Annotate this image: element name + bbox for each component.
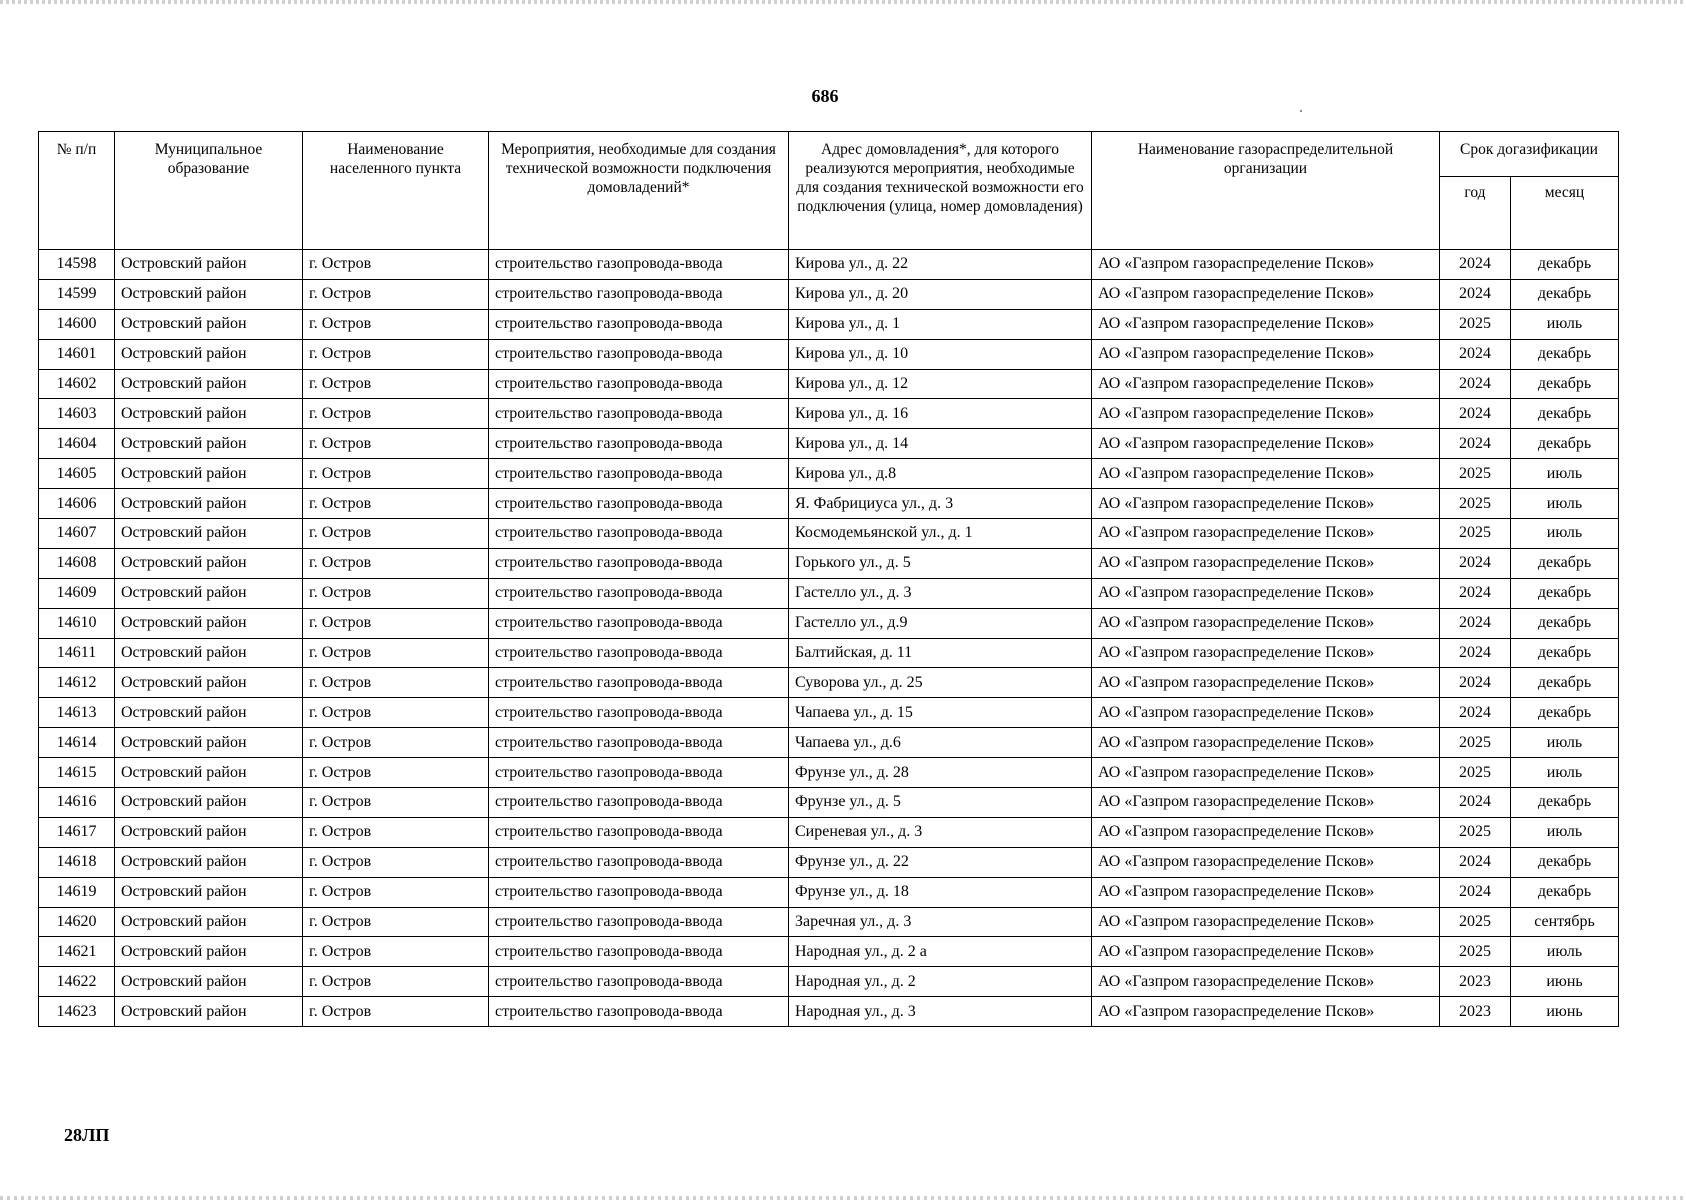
cell-number: 14618 <box>39 847 115 877</box>
cell-month: декабрь <box>1511 698 1619 728</box>
cell-settlement: г. Остров <box>303 847 489 877</box>
cell-month: декабрь <box>1511 429 1619 459</box>
table-row <box>39 997 1619 1027</box>
cell-municipality: Островский район <box>115 459 303 489</box>
cell-number: 14616 <box>39 788 115 818</box>
cell-year: 2024 <box>1440 578 1511 608</box>
cell-address: Я. Фабрициуса ул., д. 3 <box>789 489 1092 519</box>
cell-organization: АО «Газпром газораспределение Псков» <box>1092 250 1440 280</box>
cell-measure: строительство газопровода-ввода <box>489 788 789 818</box>
cell-municipality: Островский район <box>115 369 303 399</box>
cell-municipality: Островский район <box>115 489 303 519</box>
table-row <box>39 907 1619 937</box>
cell-month: декабрь <box>1511 847 1619 877</box>
cell-year: 2024 <box>1440 339 1511 369</box>
cell-organization: АО «Газпром газораспределение Псков» <box>1092 519 1440 549</box>
footer-code: 28ЛП <box>64 1125 110 1145</box>
cell-month: декабрь <box>1511 548 1619 578</box>
cell-organization: АО «Газпром газораспределение Псков» <box>1092 877 1440 907</box>
cell-measure: строительство газопровода-ввода <box>489 548 789 578</box>
cell-address: Гастелло ул., д.9 <box>789 608 1092 638</box>
cell-number: 14602 <box>39 369 115 399</box>
cell-number: 14601 <box>39 339 115 369</box>
scan-speck <box>1300 110 1302 112</box>
cell-year: 2024 <box>1440 847 1511 877</box>
cell-address: Кирова ул., д.8 <box>789 459 1092 489</box>
cell-measure: строительство газопровода-ввода <box>489 758 789 788</box>
table-row <box>39 788 1619 818</box>
cell-year: 2024 <box>1440 788 1511 818</box>
cell-year: 2024 <box>1440 698 1511 728</box>
cell-measure: строительство газопровода-ввода <box>489 698 789 728</box>
cell-year: 2024 <box>1440 279 1511 309</box>
cell-month: декабрь <box>1511 339 1619 369</box>
cell-organization: АО «Газпром газораспределение Псков» <box>1092 847 1440 877</box>
cell-address: Фрунзе ул., д. 28 <box>789 758 1092 788</box>
cell-settlement: г. Остров <box>303 997 489 1027</box>
cell-address: Фрунзе ул., д. 22 <box>789 847 1092 877</box>
cell-municipality: Островский район <box>115 519 303 549</box>
cell-year: 2025 <box>1440 907 1511 937</box>
cell-organization: АО «Газпром газораспределение Псков» <box>1092 728 1440 758</box>
cell-municipality: Островский район <box>115 817 303 847</box>
cell-number: 14605 <box>39 459 115 489</box>
cell-settlement: г. Остров <box>303 758 489 788</box>
cell-year: 2023 <box>1440 967 1511 997</box>
cell-number: 14606 <box>39 489 115 519</box>
cell-address: Кирова ул., д. 22 <box>789 250 1092 280</box>
cell-municipality: Островский район <box>115 309 303 339</box>
cell-municipality: Островский район <box>115 877 303 907</box>
cell-organization: АО «Газпром газораспределение Псков» <box>1092 937 1440 967</box>
cell-measure: строительство газопровода-ввода <box>489 279 789 309</box>
cell-municipality: Островский район <box>115 668 303 698</box>
table-row <box>39 758 1619 788</box>
cell-number: 14609 <box>39 578 115 608</box>
cell-municipality: Островский район <box>115 997 303 1027</box>
cell-year: 2024 <box>1440 399 1511 429</box>
table-row <box>39 459 1619 489</box>
header-deadline: Срок догазификации <box>1440 132 1619 177</box>
cell-month: июль <box>1511 937 1619 967</box>
cell-number: 14615 <box>39 758 115 788</box>
cell-settlement: г. Остров <box>303 279 489 309</box>
cell-month: июль <box>1511 758 1619 788</box>
cell-address: Горького ул., д. 5 <box>789 548 1092 578</box>
table-row <box>39 937 1619 967</box>
cell-number: 14610 <box>39 608 115 638</box>
cell-measure: строительство газопровода-ввода <box>489 817 789 847</box>
header-organization: Наименование газораспределительной организации <box>1092 132 1440 250</box>
cell-municipality: Островский район <box>115 907 303 937</box>
cell-month: июнь <box>1511 997 1619 1027</box>
cell-municipality: Островский район <box>115 429 303 459</box>
cell-month: декабрь <box>1511 788 1619 818</box>
table-row <box>39 668 1619 698</box>
cell-year: 2025 <box>1440 309 1511 339</box>
cell-year: 2025 <box>1440 817 1511 847</box>
cell-settlement: г. Остров <box>303 668 489 698</box>
cell-measure: строительство газопровода-ввода <box>489 309 789 339</box>
cell-year: 2025 <box>1440 459 1511 489</box>
cell-measure: строительство газопровода-ввода <box>489 339 789 369</box>
cell-settlement: г. Остров <box>303 728 489 758</box>
cell-organization: АО «Газпром газораспределение Псков» <box>1092 339 1440 369</box>
cell-year: 2024 <box>1440 250 1511 280</box>
cell-settlement: г. Остров <box>303 309 489 339</box>
cell-organization: АО «Газпром газораспределение Псков» <box>1092 907 1440 937</box>
cell-measure: строительство газопровода-ввода <box>489 997 789 1027</box>
cell-year: 2024 <box>1440 668 1511 698</box>
cell-address: Балтийская, д. 11 <box>789 638 1092 668</box>
cell-organization: АО «Газпром газораспределение Псков» <box>1092 997 1440 1027</box>
cell-organization: АО «Газпром газораспределение Псков» <box>1092 369 1440 399</box>
cell-month: июль <box>1511 489 1619 519</box>
cell-measure: строительство газопровода-ввода <box>489 847 789 877</box>
cell-address: Фрунзе ул., д. 18 <box>789 877 1092 907</box>
cell-month: июль <box>1511 519 1619 549</box>
table-body <box>39 250 1619 1027</box>
cell-address: Чапаева ул., д. 15 <box>789 698 1092 728</box>
cell-measure: строительство газопровода-ввода <box>489 429 789 459</box>
cell-organization: АО «Газпром газораспределение Псков» <box>1092 967 1440 997</box>
cell-settlement: г. Остров <box>303 907 489 937</box>
cell-organization: АО «Газпром газораспределение Псков» <box>1092 698 1440 728</box>
cell-number: 14607 <box>39 519 115 549</box>
header-municipality: Муниципальное образование <box>115 132 303 250</box>
header-settlement: Наименование населенного пункта <box>303 132 489 250</box>
table-row <box>39 250 1619 280</box>
cell-address: Кирова ул., д. 20 <box>789 279 1092 309</box>
cell-address: Народная ул., д. 2 <box>789 967 1092 997</box>
cell-number: 14603 <box>39 399 115 429</box>
cell-address: Кирова ул., д. 16 <box>789 399 1092 429</box>
cell-number: 14612 <box>39 668 115 698</box>
table-row <box>39 728 1619 758</box>
cell-measure: строительство газопровода-ввода <box>489 608 789 638</box>
cell-municipality: Островский район <box>115 638 303 668</box>
cell-month: декабрь <box>1511 877 1619 907</box>
header-address: Адрес домовладения*, для которого реализуются мероприятия, необходимые для создания технической возможности его подключения (улица, номер домовладения) <box>789 132 1092 250</box>
cell-address: Сиреневая ул., д. 3 <box>789 817 1092 847</box>
cell-measure: строительство газопровода-ввода <box>489 399 789 429</box>
cell-organization: АО «Газпром газораспределение Псков» <box>1092 489 1440 519</box>
cell-measure: строительство газопровода-ввода <box>489 937 789 967</box>
table-row <box>39 548 1619 578</box>
cell-month: июнь <box>1511 967 1619 997</box>
cell-month: декабрь <box>1511 250 1619 280</box>
cell-address: Кирова ул., д. 10 <box>789 339 1092 369</box>
cell-settlement: г. Остров <box>303 519 489 549</box>
cell-measure: строительство газопровода-ввода <box>489 369 789 399</box>
cell-month: июль <box>1511 309 1619 339</box>
cell-address: Космодемьянской ул., д. 1 <box>789 519 1092 549</box>
cell-settlement: г. Остров <box>303 638 489 668</box>
cell-year: 2023 <box>1440 997 1511 1027</box>
cell-municipality: Островский район <box>115 728 303 758</box>
table-row <box>39 698 1619 728</box>
cell-number: 14611 <box>39 638 115 668</box>
cell-number: 14604 <box>39 429 115 459</box>
cell-measure: строительство газопровода-ввода <box>489 668 789 698</box>
cell-year: 2025 <box>1440 758 1511 788</box>
cell-number: 14623 <box>39 997 115 1027</box>
cell-year: 2024 <box>1440 429 1511 459</box>
cell-measure: строительство газопровода-ввода <box>489 638 789 668</box>
cell-month: декабрь <box>1511 399 1619 429</box>
cell-address: Заречная ул., д. 3 <box>789 907 1092 937</box>
cell-settlement: г. Остров <box>303 578 489 608</box>
header-month: месяц <box>1511 177 1619 250</box>
cell-number: 14614 <box>39 728 115 758</box>
cell-settlement: г. Остров <box>303 459 489 489</box>
cell-address: Гастелло ул., д. 3 <box>789 578 1092 608</box>
cell-measure: строительство газопровода-ввода <box>489 907 789 937</box>
table-row <box>39 817 1619 847</box>
table-row <box>39 279 1619 309</box>
cell-year: 2025 <box>1440 489 1511 519</box>
cell-measure: строительство газопровода-ввода <box>489 519 789 549</box>
cell-address: Кирова ул., д. 12 <box>789 369 1092 399</box>
table-row <box>39 847 1619 877</box>
header-measures: Мероприятия, необходимые для создания технической возможности подключения домовладений* <box>489 132 789 250</box>
scan-edge-bottom <box>0 1196 1686 1200</box>
cell-year: 2025 <box>1440 937 1511 967</box>
cell-settlement: г. Остров <box>303 608 489 638</box>
cell-year: 2024 <box>1440 877 1511 907</box>
cell-municipality: Островский район <box>115 399 303 429</box>
cell-number: 14600 <box>39 309 115 339</box>
cell-year: 2024 <box>1440 369 1511 399</box>
cell-measure: строительство газопровода-ввода <box>489 967 789 997</box>
header-year: год <box>1440 177 1511 250</box>
cell-address: Чапаева ул., д.6 <box>789 728 1092 758</box>
cell-settlement: г. Остров <box>303 698 489 728</box>
cell-settlement: г. Остров <box>303 399 489 429</box>
table-row <box>39 877 1619 907</box>
cell-organization: АО «Газпром газораспределение Псков» <box>1092 459 1440 489</box>
table-row <box>39 489 1619 519</box>
cell-settlement: г. Остров <box>303 369 489 399</box>
cell-organization: АО «Газпром газораспределение Псков» <box>1092 548 1440 578</box>
cell-number: 14613 <box>39 698 115 728</box>
table-row <box>39 429 1619 459</box>
table-row <box>39 369 1619 399</box>
cell-month: сентябрь <box>1511 907 1619 937</box>
cell-measure: строительство газопровода-ввода <box>489 250 789 280</box>
cell-year: 2025 <box>1440 519 1511 549</box>
cell-organization: АО «Газпром газораспределение Псков» <box>1092 788 1440 818</box>
cell-year: 2024 <box>1440 548 1511 578</box>
cell-measure: строительство газопровода-ввода <box>489 459 789 489</box>
cell-address: Кирова ул., д. 1 <box>789 309 1092 339</box>
cell-month: декабрь <box>1511 578 1619 608</box>
table-row <box>39 399 1619 429</box>
cell-measure: строительство газопровода-ввода <box>489 728 789 758</box>
cell-address: Фрунзе ул., д. 5 <box>789 788 1092 818</box>
gasification-table <box>38 131 1619 1027</box>
cell-settlement: г. Остров <box>303 429 489 459</box>
cell-measure: строительство газопровода-ввода <box>489 877 789 907</box>
cell-month: июль <box>1511 817 1619 847</box>
cell-municipality: Островский район <box>115 937 303 967</box>
cell-municipality: Островский район <box>115 847 303 877</box>
cell-organization: АО «Газпром газораспределение Псков» <box>1092 638 1440 668</box>
cell-organization: АО «Газпром газораспределение Псков» <box>1092 608 1440 638</box>
cell-settlement: г. Остров <box>303 877 489 907</box>
cell-organization: АО «Газпром газораспределение Псков» <box>1092 758 1440 788</box>
cell-address: Народная ул., д. 3 <box>789 997 1092 1027</box>
cell-organization: АО «Газпром газораспределение Псков» <box>1092 309 1440 339</box>
cell-organization: АО «Газпром газораспределение Псков» <box>1092 399 1440 429</box>
cell-number: 14598 <box>39 250 115 280</box>
cell-municipality: Островский район <box>115 758 303 788</box>
table-row <box>39 339 1619 369</box>
cell-month: декабрь <box>1511 369 1619 399</box>
cell-organization: АО «Газпром газораспределение Псков» <box>1092 429 1440 459</box>
cell-month: июль <box>1511 459 1619 489</box>
header-number: № п/п <box>39 132 115 250</box>
cell-organization: АО «Газпром газораспределение Псков» <box>1092 279 1440 309</box>
cell-municipality: Островский район <box>115 578 303 608</box>
cell-organization: АО «Газпром газораспределение Псков» <box>1092 668 1440 698</box>
cell-municipality: Островский район <box>115 250 303 280</box>
cell-municipality: Островский район <box>115 788 303 818</box>
cell-number: 14608 <box>39 548 115 578</box>
cell-number: 14617 <box>39 817 115 847</box>
cell-organization: АО «Газпром газораспределение Псков» <box>1092 578 1440 608</box>
cell-year: 2024 <box>1440 608 1511 638</box>
cell-municipality: Островский район <box>115 608 303 638</box>
cell-municipality: Островский район <box>115 279 303 309</box>
cell-month: декабрь <box>1511 279 1619 309</box>
cell-year: 2025 <box>1440 728 1511 758</box>
cell-measure: строительство газопровода-ввода <box>489 578 789 608</box>
cell-settlement: г. Остров <box>303 250 489 280</box>
cell-settlement: г. Остров <box>303 788 489 818</box>
cell-month: декабрь <box>1511 668 1619 698</box>
cell-number: 14622 <box>39 967 115 997</box>
cell-settlement: г. Остров <box>303 339 489 369</box>
cell-organization: АО «Газпром газораспределение Псков» <box>1092 817 1440 847</box>
cell-settlement: г. Остров <box>303 548 489 578</box>
cell-year: 2024 <box>1440 638 1511 668</box>
cell-measure: строительство газопровода-ввода <box>489 489 789 519</box>
cell-address: Кирова ул., д. 14 <box>789 429 1092 459</box>
cell-settlement: г. Остров <box>303 967 489 997</box>
table-row <box>39 967 1619 997</box>
page-number: 686 <box>811 86 839 106</box>
scan-edge-top <box>0 0 1686 4</box>
cell-address: Народная ул., д. 2 а <box>789 937 1092 967</box>
table-row <box>39 309 1619 339</box>
cell-month: декабрь <box>1511 638 1619 668</box>
cell-number: 14621 <box>39 937 115 967</box>
cell-settlement: г. Остров <box>303 817 489 847</box>
cell-municipality: Островский район <box>115 548 303 578</box>
cell-settlement: г. Остров <box>303 937 489 967</box>
cell-month: декабрь <box>1511 608 1619 638</box>
table-row <box>39 519 1619 549</box>
table-row <box>39 608 1619 638</box>
cell-number: 14619 <box>39 877 115 907</box>
table-row <box>39 638 1619 668</box>
cell-number: 14599 <box>39 279 115 309</box>
cell-municipality: Островский район <box>115 698 303 728</box>
cell-address: Суворова ул., д. 25 <box>789 668 1092 698</box>
cell-month: июль <box>1511 728 1619 758</box>
table-row <box>39 578 1619 608</box>
cell-number: 14620 <box>39 907 115 937</box>
cell-municipality: Островский район <box>115 339 303 369</box>
cell-settlement: г. Остров <box>303 489 489 519</box>
cell-municipality: Островский район <box>115 967 303 997</box>
